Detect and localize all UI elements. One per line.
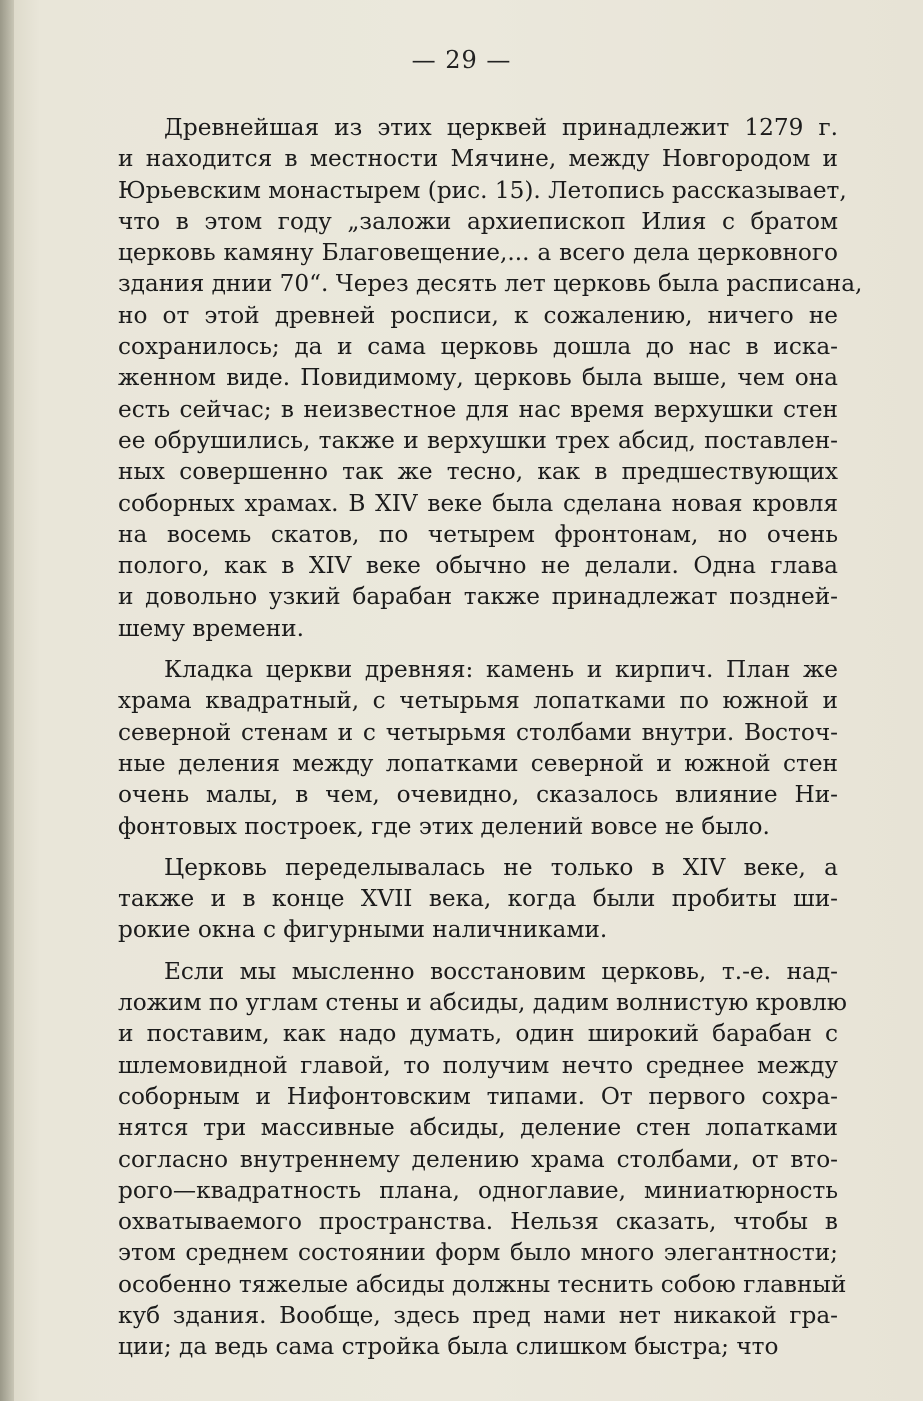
text-line: соборным и Нифонтовским типами. От первого сохра- [118,1082,838,1110]
text-line: ции; да ведь сама стройка была слишком быстра; что [118,1333,779,1361]
text-line: полого, как в XIV веке обычно не делали. Одна глава [118,552,838,580]
text-line: что в этом году „заложи архиепископ Илия с братом [118,207,838,235]
text-line: и довольно узкий барабан также принадлежат поздней- [118,583,838,611]
text-line: Церковь переделывалась не только в XIV веке, а [164,853,838,881]
text-line: этом среднем состоянии форм было много элегантности; [118,1239,838,1267]
text-line: также и в конце XVII века, когда были пробиты ши- [118,885,838,913]
paragraph [118,956,847,1363]
text-line: и поставим, как надо думать, один широкий барабан с [118,1020,838,1048]
text-line: согласно внутреннему делению храма столбами, от вто- [118,1145,838,1173]
text-line: северной стенам и с четырьмя столбами внутри. Восточ- [118,718,838,746]
text-line: нятся три массивные абсиды, деление стен лопатками [118,1114,838,1142]
text-line: Древнейшая из этих церквей принадлежит 1279 г. [164,114,838,141]
text-line: куб здания. Вообще, здесь пред нами нет никакой гра- [118,1301,838,1329]
text-line: ложим по углам стены и абсиды, дадим волнистую кровлю [118,989,847,1017]
paragraph [118,112,863,644]
text-line: шему времени. [118,614,304,642]
paragraph [118,852,838,946]
text-line: ные деления между лопатками северной и южной стен [118,749,838,777]
text-line: рокие окна с фигурными наличниками. [118,916,608,944]
text-line: на восемь скатов, по четырем фронтонам, но очень [118,520,838,548]
body-text [118,112,863,1373]
text-line: Кладка церкви древняя: камень и кирпич. План же [164,656,838,684]
text-line: особенно тяжелые абсиды должны теснить собою главный [118,1270,847,1298]
text-line: рого—квадратность плана, одноглавие, миниатюрность [118,1176,838,1204]
text-line: церковь камяну Благовещение,... а всего дела церковного [118,239,838,267]
text-line: фонтовых построек, где этих делений вовсе не было. [118,812,770,840]
text-line: шлемовидной главой, то получим нечто среднее между [118,1051,838,1079]
text-line: охватываемого пространства. Нельзя сказать, чтобы в [118,1208,838,1236]
paragraph [118,654,838,842]
text-line: и находится в местности Мячине, между Новгородом и [118,145,838,173]
text-line: Если мы мысленно восстановим церковь, т.-е. над- [164,957,838,985]
text-line: Юрьевским монастырем (рис. 15). Летопись рассказывает, [118,176,847,204]
text-line: ее обрушились, также и верхушки трех абсид, поставлен- [118,426,838,454]
text-line: сохранилось; да и сама церковь дошла до нас в иска- [118,333,838,361]
text-line: но от этой древней росписи, к сожалению, ничего не [118,301,838,329]
text-line: здания днии 70“. Через десять лет церковь была расписана, [118,270,863,298]
text-line: храма квадратный, с четырьмя лопатками по южной и [118,687,838,715]
page-number: — 29 — [411,46,512,74]
text-line: соборных храмах. В XIV веке была сделана новая кровля [118,489,838,517]
text-line: есть сейчас; в неизвестное для нас время верхушки стен [118,395,838,423]
page-gutter-shadow [0,0,14,1401]
text-line: ных совершенно так же тесно, как в предшествующих [118,458,838,486]
text-line: женном виде. Повидимому, церковь была выше, чем она [118,364,838,392]
text-line: очень малы, в чем, очевидно, сказалось влияние Ни- [118,781,838,809]
